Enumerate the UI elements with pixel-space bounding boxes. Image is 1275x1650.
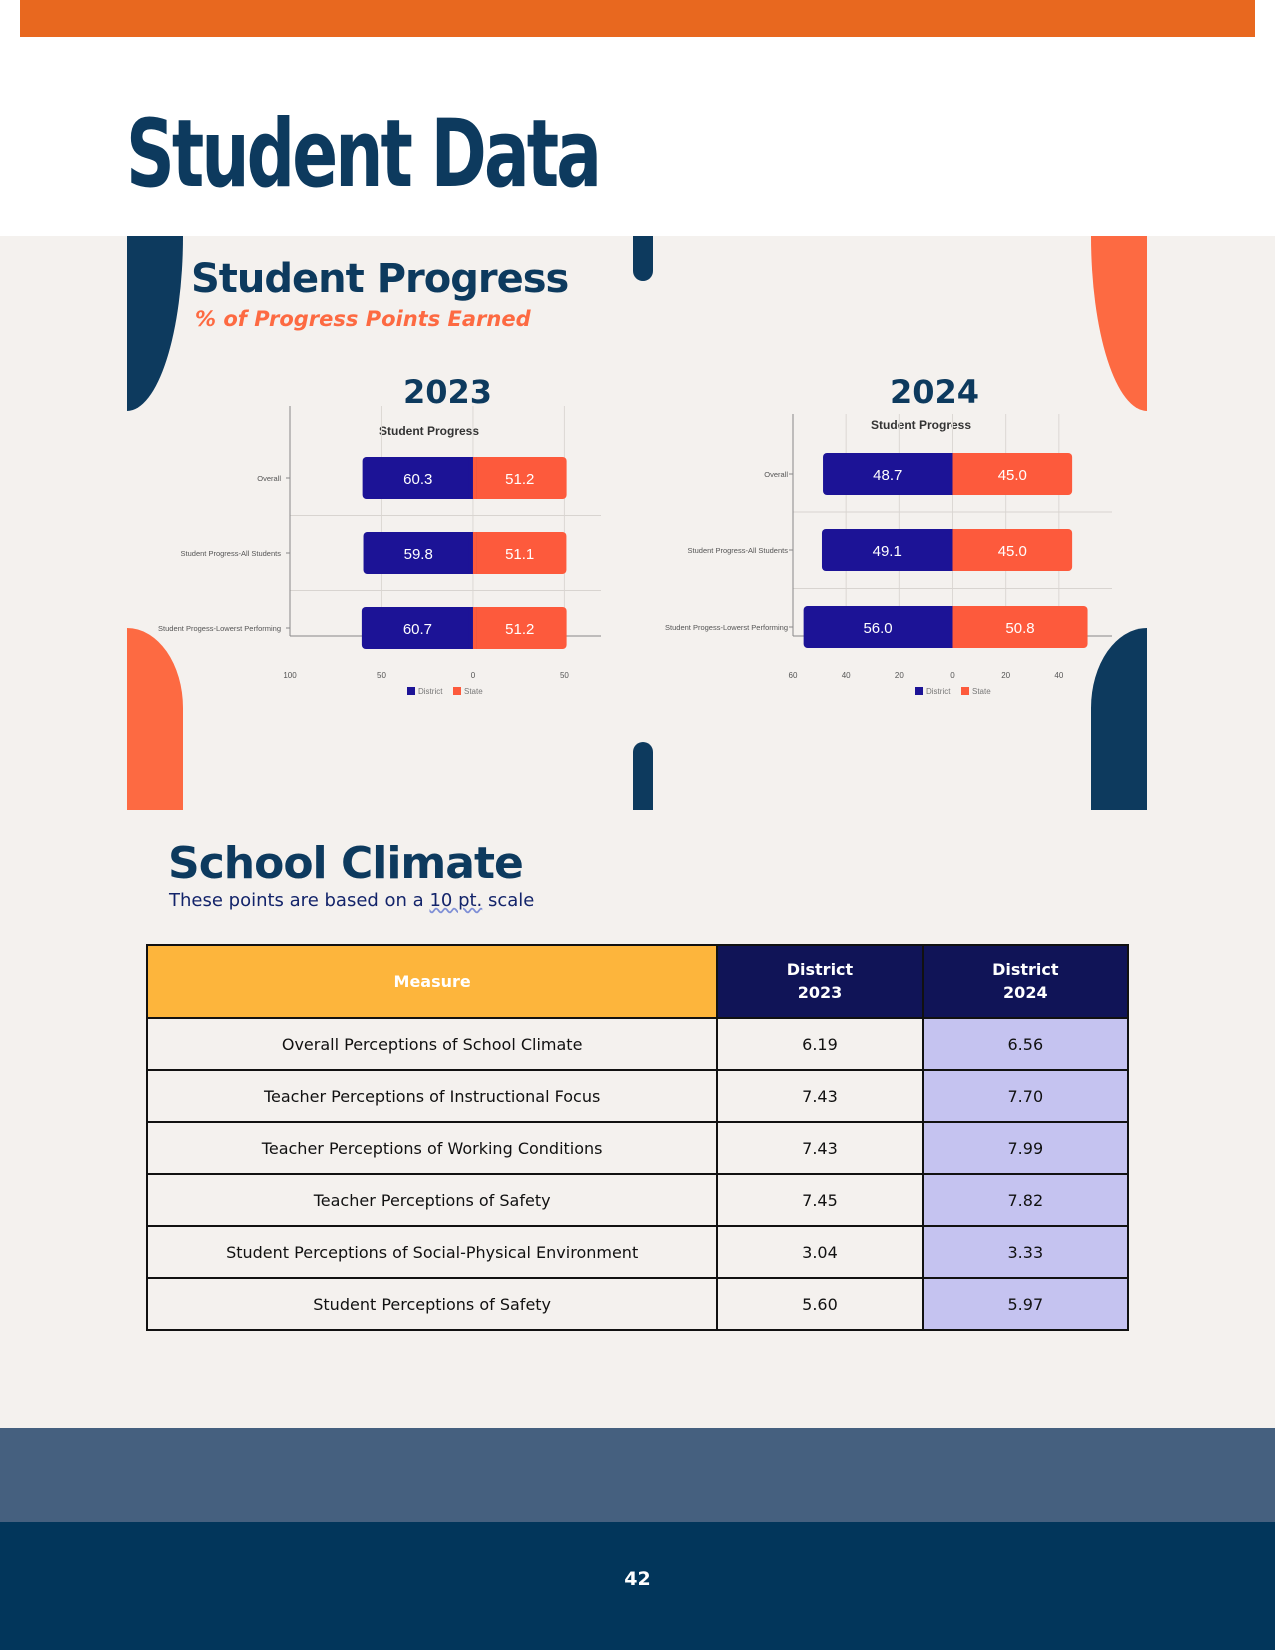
category-label: Student Progess-Lowerst Performing: [158, 624, 281, 633]
legend-swatch-state: [961, 687, 969, 695]
footer-band-light: [0, 1428, 1275, 1522]
legend-swatch-district: [407, 687, 415, 695]
progress-charts: [127, 236, 1147, 810]
bar-join: [953, 606, 957, 648]
school-climate-title: School Climate: [168, 838, 523, 889]
table-row: [147, 1174, 1128, 1226]
table-body: [147, 1018, 1128, 1330]
table-row: [147, 1070, 1128, 1122]
district-2024-cell: 7.99: [923, 1122, 1128, 1174]
chart-year-label: 2024: [890, 373, 980, 411]
legend-label-state: State: [464, 687, 483, 696]
district-2023-cell: 5.60: [717, 1278, 922, 1330]
header-district-2023: [717, 945, 922, 1018]
student-progress-title: Student Progress: [191, 256, 569, 302]
district-2024-cell: 5.97: [923, 1278, 1128, 1330]
x-tick-label: 40: [1054, 671, 1064, 680]
subtitle-emphasis: 10 pt.: [429, 890, 483, 911]
state-value-label: 51.2: [505, 471, 535, 488]
district-value-label: 60.7: [402, 621, 433, 638]
category-label: Student Progress-All Students: [180, 549, 281, 558]
x-tick-label: 50: [559, 671, 569, 680]
page-title: Student Data: [126, 100, 600, 209]
district-2024-cell: 6.56: [923, 1018, 1128, 1070]
measure-cell: Teacher Perceptions of Instructional Focus: [147, 1070, 717, 1122]
school-climate-subtitle: [169, 890, 534, 911]
district-2023-cell: 7.45: [717, 1174, 922, 1226]
header-district-2024: [923, 945, 1128, 1018]
top-accent-bar: [20, 0, 1255, 37]
district-value-label: 56.0: [863, 620, 893, 637]
category-label: Overall: [257, 474, 281, 483]
table-row: [147, 1278, 1128, 1330]
district-value-label: 49.1: [872, 543, 902, 560]
district-2024-cell: 3.33: [923, 1226, 1128, 1278]
district-2023-cell: 3.04: [717, 1226, 922, 1278]
chart-title: Student Progress: [379, 424, 480, 438]
student-progress-subtitle: % of Progress Points Earned: [195, 307, 531, 331]
header-measure: Measure: [147, 945, 717, 1018]
subtitle-text: These points are based on a: [169, 890, 430, 911]
bar-join: [953, 529, 957, 571]
district-2023-cell: 6.19: [717, 1018, 922, 1070]
x-tick-label: 40: [841, 671, 851, 680]
legend-label-district: District: [926, 687, 951, 696]
school-climate-table: [146, 944, 1129, 1331]
bar-join: [953, 453, 957, 495]
category-label: Student Progess-Lowerst Performing: [665, 623, 788, 632]
x-tick-label: 20: [894, 671, 904, 680]
subtitle-text-end: scale: [482, 890, 535, 911]
x-tick-label: 100: [283, 671, 297, 680]
table-row: [147, 1226, 1128, 1278]
state-value-label: 45.0: [997, 467, 1027, 484]
measure-cell: Overall Perceptions of School Climate: [147, 1018, 717, 1070]
legend-swatch-district: [915, 687, 923, 695]
header-district-2024-label: District 2024: [992, 960, 1059, 1002]
chart-year-label: 2023: [403, 373, 493, 411]
district-2024-cell: 7.82: [923, 1174, 1128, 1226]
header-district-2023-label: District 2023: [786, 960, 854, 1002]
measure-cell: Teacher Perceptions of Safety: [147, 1174, 717, 1226]
x-tick-label: 20: [1001, 671, 1011, 680]
bar-join: [473, 457, 477, 499]
category-label: Overall: [764, 470, 788, 479]
x-tick-label: 50: [377, 671, 386, 680]
measure-cell: Student Perceptions of Safety: [147, 1278, 717, 1330]
district-value-label: 48.7: [873, 467, 903, 484]
state-value-label: 50.8: [1005, 620, 1035, 637]
district-value-label: 60.3: [403, 471, 433, 488]
x-tick-label: 0: [950, 671, 955, 680]
measure-cell: Student Perceptions of Social-Physical Environment: [147, 1226, 717, 1278]
page-number: 42: [624, 1568, 651, 1590]
legend-label-district: District: [418, 687, 443, 696]
district-2023-cell: 7.43: [717, 1122, 922, 1174]
x-tick-label: 0: [470, 671, 476, 680]
district-2024-cell: 7.70: [923, 1070, 1128, 1122]
school-climate-panel: [127, 826, 1147, 1336]
legend-label-state: State: [972, 687, 991, 696]
bar-join: [473, 607, 477, 649]
district-value-label: 59.8: [403, 546, 433, 563]
table-row: [147, 1122, 1128, 1174]
state-value-label: 51.2: [505, 621, 535, 638]
chart-title: Student Progress: [871, 418, 972, 432]
table-row: [147, 1018, 1128, 1070]
state-value-label: 51.1: [505, 546, 535, 563]
legend-swatch-state: [453, 687, 461, 695]
category-label: Student Progress-All Students: [687, 546, 788, 555]
x-tick-label: 60: [788, 671, 798, 680]
bar-join: [473, 532, 477, 574]
measure-cell: Teacher Perceptions of Working Conditions: [147, 1122, 717, 1174]
student-progress-panel: [127, 236, 1147, 810]
state-value-label: 45.0: [997, 543, 1027, 560]
table-header-row: [147, 945, 1128, 1018]
district-2023-cell: 7.43: [717, 1070, 922, 1122]
